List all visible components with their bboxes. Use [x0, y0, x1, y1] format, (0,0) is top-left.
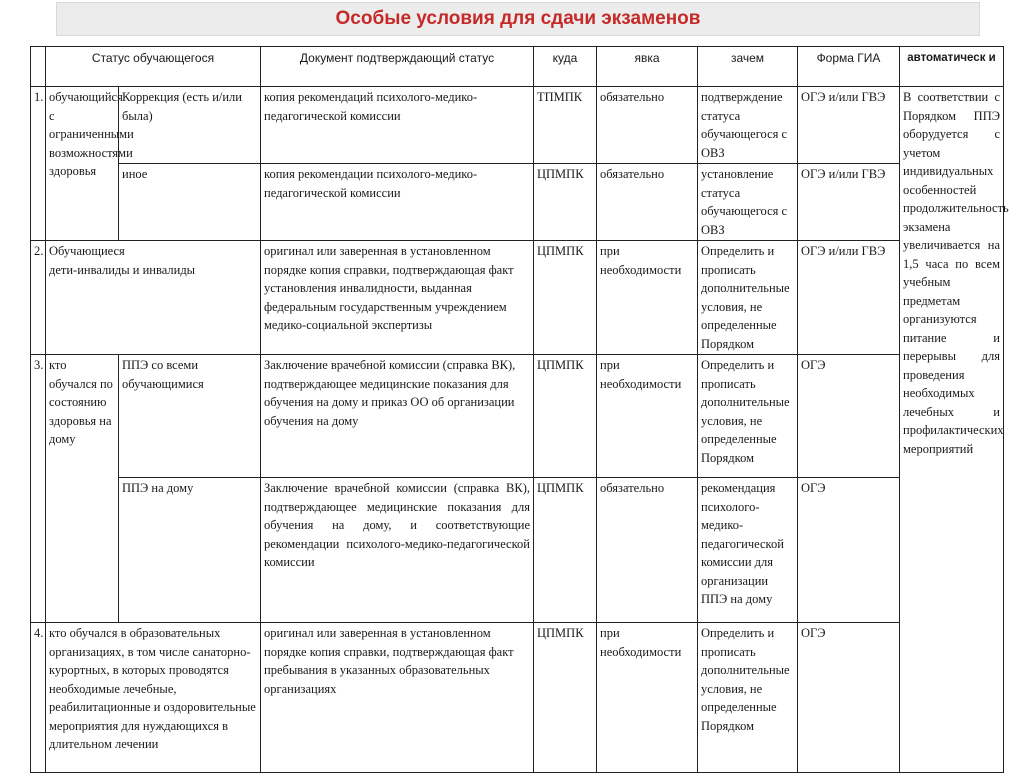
- header-num: [31, 47, 46, 87]
- row-substatus: ППЭ на дому: [119, 478, 261, 623]
- header-row: [31, 47, 1004, 87]
- row-status: [46, 241, 261, 355]
- header-auto: автоматическ и: [900, 47, 1004, 87]
- row-form: ОГЭ и/или ГВЭ: [798, 87, 900, 164]
- row-purpose: подтверждение статуса обучающегося с ОВЗ: [698, 87, 798, 164]
- row-substatus: иное: [119, 164, 261, 241]
- conditions-table: [30, 46, 1009, 773]
- row-document: оригинал или заверенная в установленном порядке копия справки, подтверждающая факт установления инвалидности, выданная федеральным государственным учреждением медико-социальной экспертизы: [261, 241, 534, 355]
- row-number: 1.: [31, 87, 46, 241]
- table-row: [31, 241, 1004, 355]
- row-where: ТПМПК: [534, 87, 597, 164]
- row-document: Заключение врачебной комиссии (справка ВК), подтверждающее медицинские показания для обучения на дому и приказ ОО об организации обучения на дому: [261, 355, 534, 478]
- row-document: оригинал или заверенная в установленном порядке копия справки, подтверждающая факт пребывания в указанных образовательных организациях: [261, 623, 534, 773]
- table-row: [31, 355, 1004, 478]
- row-where: ЦПМПК: [534, 623, 597, 773]
- row-purpose: Определить и прописать дополнительные условия, не определенные Порядком: [698, 623, 798, 773]
- title-bar: [56, 2, 980, 36]
- row-substatus: ППЭ со всеми обучающимися: [119, 355, 261, 478]
- row-where: ЦПМПК: [534, 355, 597, 478]
- row-status-line2: дети-инвалиды и инвалиды: [49, 262, 196, 277]
- header-where: куда: [534, 47, 597, 87]
- row-purpose: Определить и прописать дополнительные условия, не определенные Порядком: [698, 355, 798, 478]
- row-form: ОГЭ: [798, 355, 900, 478]
- row-attendance: при необходимости: [597, 355, 698, 478]
- row-status-line1: Обучающиеся: [49, 244, 125, 258]
- row-where: ЦПМПК: [534, 241, 597, 355]
- row-attendance: обязательно: [597, 164, 698, 241]
- header-document: Документ подтверждающий статус: [261, 47, 534, 87]
- table-row: [31, 623, 1004, 773]
- row-form: ОГЭ и/или ГВЭ: [798, 164, 900, 241]
- header-purpose: зачем: [698, 47, 798, 87]
- auto-conditions-text: В соответствии с Порядком ППЭ оборудуется с учетом индивидуальных особенностей продолжительность экзамена увеличивается на 1,5 часа по всем учебным предметам организуются питание и перерывы для проведения необходимых лечебных и профилактических мероприятий: [900, 87, 1004, 773]
- row-purpose: Определить и прописать дополнительные условия, не определенные Порядком: [698, 241, 798, 355]
- page-title: Особые условия для сдачи экзаменов: [335, 8, 701, 29]
- row-attendance: обязательно: [597, 87, 698, 164]
- row-document: копия рекомендации психолого-медико-педагогической комиссии: [261, 164, 534, 241]
- row-form: ОГЭ: [798, 623, 900, 773]
- row-where: ЦПМПК: [534, 478, 597, 623]
- header-form: Форма ГИА: [798, 47, 900, 87]
- row-number: 2.: [31, 241, 46, 355]
- row-purpose: установление статуса обучающегося с ОВЗ: [698, 164, 798, 241]
- row-status: кто обучался в образовательных организациях, в том числе санаторно-курортных, в которых проводятся необходимые лечебные, реабилитационные и оздоровительные мероприятия для нуждающихся в длительном лечении: [46, 623, 261, 773]
- table-row: [31, 164, 1004, 241]
- row-where: ЦПМПК: [534, 164, 597, 241]
- table-row: [31, 87, 1004, 164]
- row-status: обучающийся с ограниченными возможностями здоровья: [46, 87, 119, 241]
- row-form: ОГЭ: [798, 478, 900, 623]
- table-row: [31, 478, 1004, 623]
- row-document: копия рекомендаций психолого-медико-педагогической комиссии: [261, 87, 534, 164]
- row-form: ОГЭ и/или ГВЭ: [798, 241, 900, 355]
- header-attendance: явка: [597, 47, 698, 87]
- row-purpose: рекомендация психолого-медико-педагогической комиссии для организации ППЭ на дому: [698, 478, 798, 623]
- row-attendance: обязательно: [597, 478, 698, 623]
- header-status: Статус обучающегося: [46, 47, 261, 87]
- row-number: 4.: [31, 623, 46, 773]
- row-attendance: при необходимости: [597, 623, 698, 773]
- row-attendance: при необходимости: [597, 241, 698, 355]
- row-document: Заключение врачебной комиссии (справка ВК), подтверждающее медицинские показания для обучения на дому, и соответствующие рекомендации психолого-медико-педагогической комиссии: [261, 478, 534, 623]
- row-number: 3.: [31, 355, 46, 623]
- row-status: кто обучался по состоянию здоровья на дому: [46, 355, 119, 623]
- row-substatus: Коррекция (есть и/или была): [119, 87, 261, 164]
